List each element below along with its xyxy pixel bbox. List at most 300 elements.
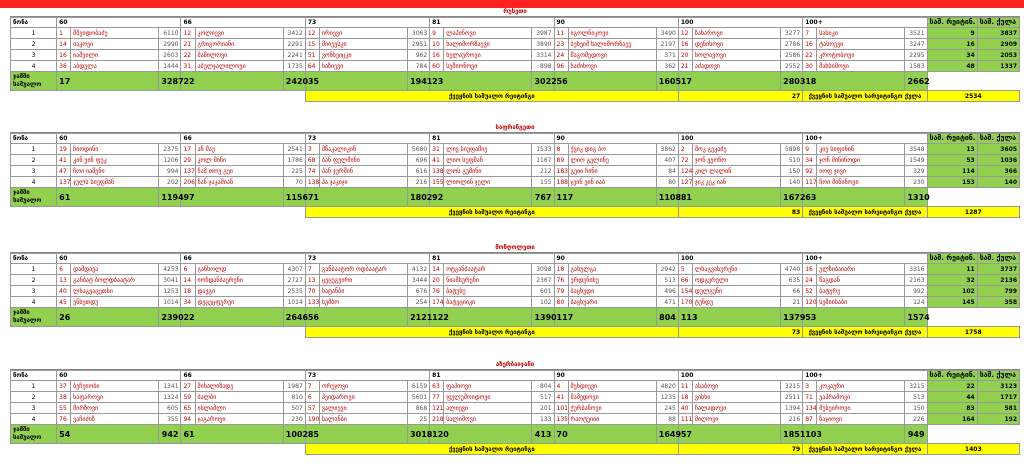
athlete-rank: 71	[803, 392, 817, 403]
total-score: 413	[532, 425, 554, 444]
athlete-name: ფულუშოიდოვი	[444, 392, 532, 403]
athlete-name: შამილოვი	[195, 50, 283, 61]
athlete-rank: 138	[305, 177, 319, 188]
table-row	[11, 177, 1020, 188]
athlete-name: დულგუნი	[692, 286, 780, 297]
athlete-name: ისლამლი	[195, 403, 283, 414]
total-rating: 22	[181, 308, 283, 327]
athlete-score: 3215	[781, 381, 803, 392]
athlete-name: ვაჩიძიზ	[71, 414, 159, 425]
table-row	[11, 39, 1020, 50]
header-row	[11, 254, 1020, 264]
athlete-score: 3490	[656, 28, 678, 39]
athlete-rank: 155	[430, 177, 444, 188]
athlete-rank: 12	[678, 28, 692, 39]
athlete-rank: 89	[554, 155, 568, 166]
total-rating: 22	[181, 72, 283, 91]
athlete-score: 635	[781, 275, 803, 286]
athlete-name: კიე სიფინინ	[817, 144, 905, 155]
total-score: 1194	[159, 188, 181, 207]
athlete-name: ლხაგვასურენი	[692, 264, 780, 275]
athlete-name: ირიევი	[319, 28, 407, 39]
country-score-label: ქვეყნის საშუალო სარეიტინგო ქულა	[803, 327, 927, 338]
avg-rating-cell: 34	[927, 50, 977, 61]
athlete-name: ხოლავოვი	[692, 50, 780, 61]
athlete-score: 804	[532, 381, 554, 392]
athlete-rank: 22	[803, 50, 817, 61]
athlete-name: ხაძიხოვი	[568, 61, 656, 72]
athlete-rank: 3	[305, 144, 319, 155]
athlete-score: 3215	[905, 381, 927, 392]
athlete-name: ჩალადოვი	[692, 403, 780, 414]
athlete-rank: 16	[57, 50, 71, 61]
athlete-rank: 94	[181, 414, 195, 425]
athlete-rank: 14	[430, 264, 444, 275]
athlete-score: 70	[283, 177, 305, 188]
athlete-score: 102	[532, 297, 554, 308]
country-section	[10, 361, 1020, 455]
athlete-rank: 170	[678, 297, 692, 308]
athlete-name: კოკაური	[817, 381, 905, 392]
total-rating: 35	[305, 72, 407, 91]
athlete-rank: 51	[305, 50, 319, 61]
athlete-score: 329	[905, 166, 927, 177]
athlete-name: იაშვილი	[71, 50, 159, 61]
athlete-rank: 76	[57, 414, 71, 425]
athlete-name: აბდულა	[71, 61, 159, 72]
table-row	[11, 61, 1020, 72]
athlete-name: ულზიბაიარი	[817, 264, 905, 275]
athlete-score: 868	[408, 403, 430, 414]
athlete-score: 1987	[283, 381, 305, 392]
athlete-rank: 121	[430, 403, 444, 414]
weight-class-header: 90	[554, 134, 678, 144]
athlete-score: 513	[905, 392, 927, 403]
athlete-name: ჩოი მინინოვი	[817, 177, 905, 188]
athlete-name: დავგი	[195, 286, 283, 297]
rank-cell: 1	[11, 381, 57, 392]
athlete-name: დენისოვი	[692, 39, 780, 50]
rank-cell: 1	[11, 264, 57, 275]
athlete-score: 601	[532, 286, 554, 297]
athlete-name: ვალიევი	[319, 403, 407, 414]
athlete-score: 2603	[159, 50, 181, 61]
table-row	[11, 414, 1020, 425]
total-rating: 97	[181, 188, 283, 207]
athlete-score: 2367	[532, 275, 554, 286]
avg-score-cell: 3123	[977, 381, 1019, 392]
weight-class-header: 100	[678, 18, 802, 28]
weight-class-header: 73	[305, 134, 429, 144]
ranking-table	[10, 370, 1020, 455]
athlete-rank: 127	[678, 177, 692, 188]
athlete-rank: 124	[678, 166, 692, 177]
athlete-score: 1394	[781, 403, 803, 414]
athlete-name: რაოტეიიი	[568, 414, 656, 425]
rank-cell: 3	[11, 286, 57, 297]
athlete-name: განხოლდ	[195, 264, 283, 275]
total-score: 3287	[159, 72, 181, 91]
total-rating: 63	[803, 188, 905, 207]
athlete-rank: 96	[554, 61, 568, 72]
header-row	[11, 18, 1020, 28]
totals-row	[11, 308, 1020, 327]
athlete-name: ფაჰიოვი	[444, 381, 532, 392]
athlete-name: იოჩდანბაერენი	[195, 275, 283, 286]
total-score: 1649	[656, 425, 678, 444]
athlete-rank: 10	[430, 39, 444, 50]
athlete-rank: 24	[554, 50, 568, 61]
top-red-bar	[0, 0, 1024, 8]
rank-header: წონა	[11, 371, 57, 381]
athlete-score: 3314	[532, 50, 554, 61]
athlete-name: ლივ სიუფამიე	[444, 144, 532, 155]
athlete-name: ან მაუ	[195, 144, 283, 155]
athlete-name: დეცეცფერეი	[195, 297, 283, 308]
athlete-score: 1324	[159, 392, 181, 403]
athlete-name: პან ჯურმინ	[319, 166, 407, 177]
rank-cell: 2	[11, 155, 57, 166]
athlete-rank: 9	[430, 28, 444, 39]
athlete-name: ბატუხუ	[444, 286, 532, 297]
athlete-name: ქვიკ დიგ ბო	[568, 144, 656, 155]
athlete-name: ხულაუროვი	[444, 50, 532, 61]
athlete-rank: 74	[305, 166, 319, 177]
athlete-score: 66	[781, 286, 803, 297]
athlete-score: 616	[408, 166, 430, 177]
weight-class-header: 60	[57, 371, 181, 381]
avg-rating-cell: 22	[927, 381, 977, 392]
athlete-rank: 13	[57, 275, 71, 286]
avg-score-cell: 1717	[977, 392, 1019, 403]
total-rating: 117	[554, 308, 656, 327]
athlete-rank: 80	[554, 297, 568, 308]
weight-class-header: 73	[305, 371, 429, 381]
avg-rating-cell: 9	[927, 28, 977, 39]
athlete-rank: 63	[430, 381, 444, 392]
athlete-score: 230	[283, 414, 305, 425]
total-score: 3018	[408, 425, 430, 444]
avg-score-cell: 799	[977, 286, 1019, 297]
athlete-score: 1583	[905, 61, 927, 72]
athlete-score: 230	[905, 177, 927, 188]
athlete-score: 1014	[283, 297, 305, 308]
athlete-score: 4132	[408, 264, 430, 275]
athlete-score: 2295	[905, 50, 927, 61]
athlete-name: ლიო გელინე	[568, 155, 656, 166]
avg-score-cell: 140	[977, 177, 1019, 188]
athlete-rank: 21	[181, 39, 195, 50]
athlete-score: 676	[408, 286, 430, 297]
athlete-score: 216	[781, 414, 803, 425]
athlete-name: მწაკალიკინ	[319, 144, 407, 155]
athlete-score: 2197	[656, 39, 678, 50]
athlete-rank: 72	[678, 155, 692, 166]
avg-score-cell: 581	[977, 403, 1019, 414]
athlete-score: 5680	[408, 144, 430, 155]
country-summary-row	[11, 91, 1020, 102]
athlete-name: ბატურუ	[817, 286, 905, 297]
athlete-score: 407	[656, 155, 678, 166]
rank-header: წონა	[11, 134, 57, 144]
total-rating: 61	[181, 425, 283, 444]
total-rating: 92	[430, 188, 532, 207]
weight-class-header: 81	[430, 254, 554, 264]
athlete-score: 3098	[532, 264, 554, 275]
athlete-score: 3548	[905, 144, 927, 155]
table-row	[11, 264, 1020, 275]
athlete-score: 2535	[283, 286, 305, 297]
totals-label: ჯამში საშუალო	[11, 425, 57, 444]
rank-cell: 4	[11, 297, 57, 308]
athlete-score: 605	[159, 403, 181, 414]
total-rating: 56	[305, 308, 407, 327]
athlete-score: 510	[781, 155, 803, 166]
athlete-name: ლიოლინ ჯელი	[444, 177, 532, 188]
weight-class-header: 100	[678, 134, 802, 144]
total-score: 1672	[781, 188, 803, 207]
athlete-name: ბალბი	[195, 392, 283, 403]
total-rating: 26	[57, 308, 159, 327]
athlete-rank: 30	[803, 61, 817, 72]
table-row	[11, 144, 1020, 155]
header-row	[11, 134, 1020, 144]
athlete-score: 150	[781, 166, 803, 177]
athlete-score: 150	[905, 403, 927, 414]
totals-label: ჯამში საშუალო	[11, 308, 57, 327]
athlete-name: ჯონ ვეონო	[692, 155, 780, 166]
athlete-score: 3412	[283, 28, 305, 39]
athlete-name: ტასოევი	[817, 39, 905, 50]
athlete-name: გეიი ჩინი	[568, 166, 656, 177]
athlete-name: ნიამსურენი	[444, 275, 532, 286]
athlete-rank: 16	[803, 39, 817, 50]
athlete-name: შიხალიზადე	[195, 381, 283, 392]
athlete-name: ბაცხუდი	[568, 286, 656, 297]
athlete-rank: 52	[803, 286, 817, 297]
weight-class-header: 73	[305, 254, 429, 264]
athlete-name: ლაპინოვი	[444, 28, 532, 39]
avg-score-cell: 1337	[977, 61, 1019, 72]
athlete-name: ორუჯოვი	[319, 381, 407, 392]
athlete-name: მილოვი	[692, 414, 780, 425]
total-rating: 17	[57, 72, 159, 91]
athlete-rank: 47	[57, 166, 71, 177]
table-row	[11, 403, 1020, 414]
total-rating: 113	[678, 308, 780, 327]
total-rating: 17	[678, 72, 780, 91]
athlete-rank: 7	[803, 28, 817, 39]
rank-cell: 3	[11, 166, 57, 177]
weight-class-header: 60	[57, 254, 181, 264]
athlete-rank: 77	[430, 392, 444, 403]
athlete-name: მუსეიროვი	[817, 403, 905, 414]
country-section	[10, 8, 1020, 102]
athlete-name: კილ ლალინ	[692, 166, 780, 177]
total-score: 1802	[408, 188, 430, 207]
athlete-score: 1549	[905, 155, 927, 166]
athlete-name: ცეცეგვირი	[319, 275, 407, 286]
weight-class-header: 100+	[803, 18, 927, 28]
table-row	[11, 392, 1020, 403]
athlete-rank: 40	[678, 403, 692, 414]
athlete-rank: 59	[181, 392, 195, 403]
header-row	[11, 371, 1020, 381]
totals-row	[11, 188, 1020, 207]
athlete-score: 4307	[283, 264, 305, 275]
total-rating: 61	[57, 188, 159, 207]
avg-score-cell: 192	[977, 414, 1019, 425]
rank-cell: 1	[11, 144, 57, 155]
athlete-name: ლხაგვაცეთსი	[71, 286, 159, 297]
athlete-name: ჯიკ კეკ იან	[692, 177, 780, 188]
athlete-name: მეხდიევი	[568, 381, 656, 392]
athlete-rank: 66	[678, 275, 692, 286]
athlete-rank: 5	[678, 264, 692, 275]
athlete-score: 216	[408, 177, 430, 188]
total-score: 1379	[781, 308, 803, 327]
athlete-rank: 70	[305, 286, 319, 297]
country-title: აზერბაიჯანი	[10, 361, 1020, 370]
athlete-score: 994	[159, 166, 181, 177]
athlete-rank: 16	[803, 264, 817, 275]
athlete-rank: 183	[554, 166, 568, 177]
athlete-name: ვისხი	[692, 392, 780, 403]
table-row	[11, 166, 1020, 177]
athlete-rank: 111	[678, 414, 692, 425]
athlete-rank: 18	[554, 264, 568, 275]
athlete-name: ასაბოვი	[692, 381, 780, 392]
athlete-rank: 55	[57, 403, 71, 414]
athlete-name: ბეჩეიობი	[71, 381, 159, 392]
athlete-score: 245	[656, 403, 678, 414]
athlete-rank: 101	[554, 403, 568, 414]
athlete-name: მშვიდობაძე	[71, 28, 159, 39]
athlete-score: 1444	[159, 61, 181, 72]
athlete-name: მაგომედოვი	[568, 50, 656, 61]
athlete-name: ტუნდუ	[692, 297, 780, 308]
athlete-rank: 13	[305, 275, 319, 286]
total-rating: 70	[554, 425, 656, 444]
athlete-rank: 6	[57, 264, 71, 275]
avg-score-header: საშ. ქულა	[977, 254, 1019, 264]
total-score: 1002	[283, 425, 305, 444]
athlete-rank: 7	[305, 264, 319, 275]
avg-rating-header: საშ. რეიტინ.	[927, 371, 977, 381]
total-score: 1851	[781, 425, 803, 444]
total-rating: 53	[803, 308, 905, 327]
rank-cell: 2	[11, 39, 57, 50]
country-title: საფრანგეთი	[10, 124, 1020, 133]
athlete-rank: 134	[803, 403, 817, 414]
athlete-score: 2241	[283, 50, 305, 61]
athlete-score: 3862	[656, 144, 678, 155]
athlete-score: 202	[159, 177, 181, 188]
athlete-score: 1533	[532, 144, 554, 155]
weight-class-header: 66	[181, 371, 305, 381]
athlete-score: 2786	[781, 39, 803, 50]
athlete-score: 2942	[656, 264, 678, 275]
athlete-rank: 57	[305, 403, 319, 414]
athlete-name: სასიკი	[817, 28, 905, 39]
athlete-rank: 135	[554, 414, 568, 425]
total-score: 1390	[532, 308, 554, 327]
total-score: 2390	[159, 308, 181, 327]
athlete-score: 471	[656, 297, 678, 308]
total-score: 2420	[283, 72, 305, 91]
athlete-rank: 8	[554, 144, 568, 155]
country-rating-label: ქვეყნის საშუალო რეიტინგი	[305, 207, 678, 218]
avg-rating-cell: 114	[927, 166, 977, 177]
avg-rating-cell: 13	[927, 144, 977, 155]
avg-score-cell: 3605	[977, 144, 1019, 155]
athlete-name: ენხეთდუ	[71, 297, 159, 308]
athlete-rank: 3	[803, 381, 817, 392]
country-title: რუსეთი	[10, 8, 1020, 17]
country-score-value: 1403	[927, 444, 1019, 455]
athlete-score: 155	[532, 177, 554, 188]
athlete-rank: 76	[554, 275, 568, 286]
rank-header: წონა	[11, 254, 57, 264]
athlete-score: 80	[656, 177, 678, 188]
athlete-name: ვაჰრამოვი	[817, 392, 905, 403]
athlete-name: ჩიოდინი	[71, 144, 159, 155]
athlete-rank: 40	[57, 286, 71, 297]
athlete-name: ოტგანბაატარ	[444, 264, 532, 275]
total-rating: 54	[57, 425, 159, 444]
total-score: 2121	[408, 308, 430, 327]
weight-class-header: 100	[678, 254, 802, 264]
country-rating-value: 27	[678, 91, 802, 102]
athlete-rank: 38	[57, 392, 71, 403]
athlete-name: დამდავა	[71, 264, 159, 275]
total-rating: 56	[554, 72, 656, 91]
athlete-score: 1014	[159, 297, 181, 308]
athlete-score: 2951	[408, 39, 430, 50]
athlete-name: გახულგა	[568, 264, 656, 275]
country-section	[10, 244, 1020, 338]
total-rating: 23	[430, 72, 532, 91]
avg-score-cell: 3837	[977, 28, 1019, 39]
athlete-name: ბაცხუარი	[568, 297, 656, 308]
athlete-rank: 137	[181, 166, 195, 177]
athlete-rank: 31	[181, 61, 195, 72]
table-row	[11, 28, 1020, 39]
athlete-rank: 138	[430, 166, 444, 177]
avg-rating-cell: 48	[927, 61, 977, 72]
country-rating-label: ქვეყნის საშუალო რეიტინგი	[305, 327, 678, 338]
athlete-name: ალიევი	[444, 403, 532, 414]
athlete-rank: 18	[181, 286, 195, 297]
athlete-rank: 17	[181, 144, 195, 155]
athlete-name: კროტობოვი	[817, 50, 905, 61]
athlete-rank: 41	[554, 392, 568, 403]
total-rating: 18	[803, 72, 905, 91]
athlete-rank: 1	[57, 28, 71, 39]
athlete-rank: 190	[305, 414, 319, 425]
country-rating-label: ქვეყნის საშუალო რეიტინგი	[305, 444, 678, 455]
total-rating: 103	[803, 425, 905, 444]
avg-score-cell: 2053	[977, 50, 1019, 61]
total-score: 2803	[781, 72, 803, 91]
athlete-score: 3987	[532, 28, 554, 39]
weight-class-header: 100+	[803, 134, 927, 144]
country-rating-value: 79	[678, 444, 802, 455]
athlete-rank: 41	[430, 155, 444, 166]
total-rating: 122	[430, 308, 532, 327]
athlete-score: 5601	[408, 392, 430, 403]
athlete-score: 2511	[781, 392, 803, 403]
